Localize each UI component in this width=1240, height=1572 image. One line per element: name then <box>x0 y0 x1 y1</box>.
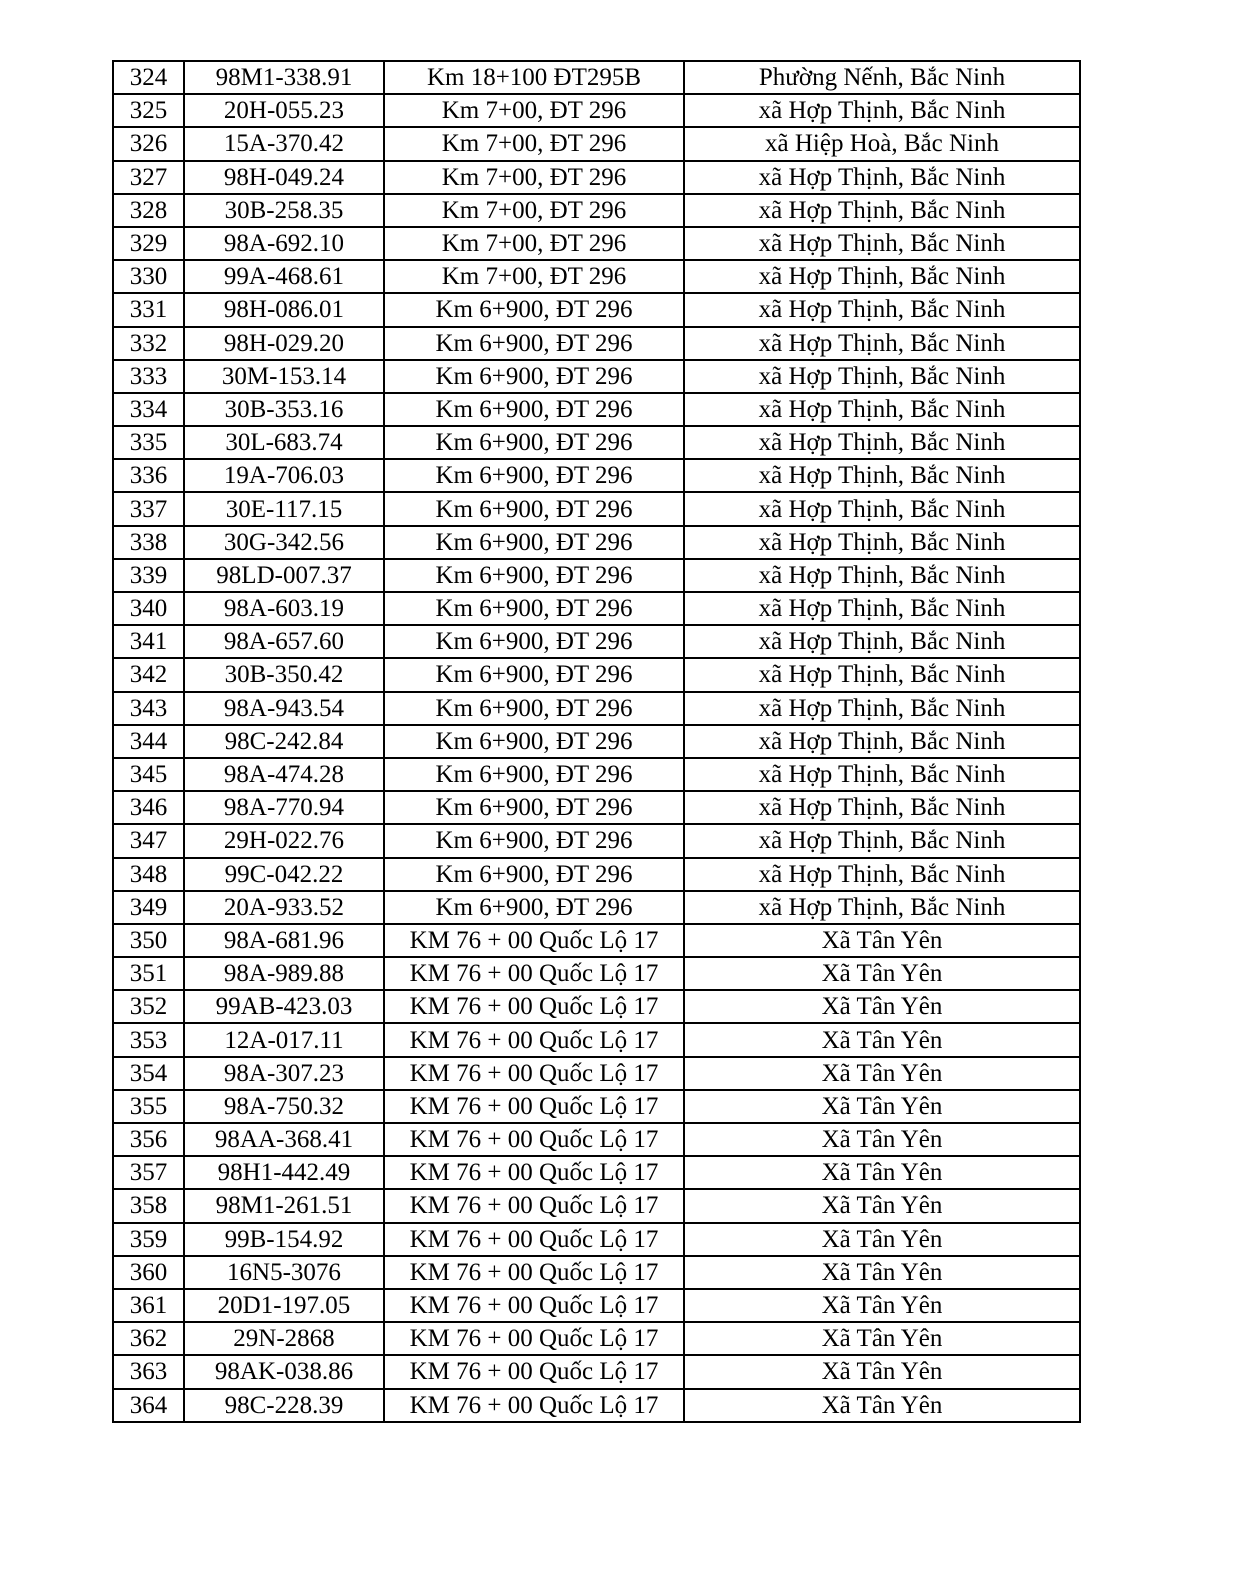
license-plate-cell: 99A-468.61 <box>184 260 384 293</box>
row-number-cell: 349 <box>113 891 184 924</box>
ward-cell: xã Hợp Thịnh, Bắc Ninh <box>684 293 1080 326</box>
ward-cell: Xã Tân Yên <box>684 1322 1080 1355</box>
row-number-cell: 324 <box>113 61 184 94</box>
ward-cell: xã Hợp Thịnh, Bắc Ninh <box>684 94 1080 127</box>
violation-location-cell: Km 18+100 ĐT295B <box>384 61 684 94</box>
row-number-cell: 335 <box>113 426 184 459</box>
license-plate-cell: 15A-370.42 <box>184 127 384 160</box>
row-number-cell: 355 <box>113 1090 184 1123</box>
license-plate-cell: 30B-350.42 <box>184 658 384 691</box>
table-row <box>113 891 1080 924</box>
table-row <box>113 957 1080 990</box>
violation-location-cell: KM 76 + 00 Quốc Lộ 17 <box>384 1057 684 1090</box>
row-number-cell: 336 <box>113 459 184 492</box>
license-plate-cell: 98C-228.39 <box>184 1389 384 1422</box>
violation-location-cell: KM 76 + 00 Quốc Lộ 17 <box>384 1256 684 1289</box>
violation-location-cell: Km 6+900, ĐT 296 <box>384 526 684 559</box>
license-plate-cell: 30B-353.16 <box>184 393 384 426</box>
violation-location-cell: Km 6+900, ĐT 296 <box>384 327 684 360</box>
violation-location-cell: Km 6+900, ĐT 296 <box>384 692 684 725</box>
row-number-cell: 344 <box>113 725 184 758</box>
violation-location-cell: Km 6+900, ĐT 296 <box>384 824 684 857</box>
license-plate-cell: 30L-683.74 <box>184 426 384 459</box>
violation-location-cell: Km 6+900, ĐT 296 <box>384 891 684 924</box>
row-number-cell: 347 <box>113 824 184 857</box>
row-number-cell: 334 <box>113 393 184 426</box>
license-plate-cell: 98A-989.88 <box>184 957 384 990</box>
license-plate-cell: 99C-042.22 <box>184 858 384 891</box>
table-row <box>113 692 1080 725</box>
table-row <box>113 725 1080 758</box>
ward-cell: Xã Tân Yên <box>684 1123 1080 1156</box>
license-plate-cell: 98H-086.01 <box>184 293 384 326</box>
violation-location-cell: KM 76 + 00 Quốc Lộ 17 <box>384 1223 684 1256</box>
license-plate-cell: 98A-681.96 <box>184 924 384 957</box>
row-number-cell: 356 <box>113 1123 184 1156</box>
table-row <box>113 592 1080 625</box>
row-number-cell: 332 <box>113 327 184 360</box>
ward-cell: Xã Tân Yên <box>684 1057 1080 1090</box>
license-plate-cell: 19A-706.03 <box>184 459 384 492</box>
table-row <box>113 1355 1080 1388</box>
row-number-cell: 339 <box>113 559 184 592</box>
table-row <box>113 1322 1080 1355</box>
table-row <box>113 360 1080 393</box>
license-plate-cell: 98C-242.84 <box>184 725 384 758</box>
ward-cell: Xã Tân Yên <box>684 990 1080 1023</box>
violation-location-cell: Km 6+900, ĐT 296 <box>384 293 684 326</box>
license-plate-cell: 20A-933.52 <box>184 891 384 924</box>
license-plate-cell: 98M1-261.51 <box>184 1189 384 1222</box>
ward-cell: xã Hợp Thịnh, Bắc Ninh <box>684 824 1080 857</box>
row-number-cell: 325 <box>113 94 184 127</box>
violation-location-cell: Km 6+900, ĐT 296 <box>384 592 684 625</box>
violation-location-cell: Km 7+00, ĐT 296 <box>384 227 684 260</box>
ward-cell: xã Hợp Thịnh, Bắc Ninh <box>684 459 1080 492</box>
license-plate-cell: 98A-307.23 <box>184 1057 384 1090</box>
violation-location-cell: KM 76 + 00 Quốc Lộ 17 <box>384 924 684 957</box>
violation-location-cell: KM 76 + 00 Quốc Lộ 17 <box>384 1123 684 1156</box>
row-number-cell: 333 <box>113 360 184 393</box>
license-plate-cell: 29H-022.76 <box>184 824 384 857</box>
ward-cell: Xã Tân Yên <box>684 924 1080 957</box>
table-row <box>113 260 1080 293</box>
row-number-cell: 346 <box>113 791 184 824</box>
ward-cell: xã Hiệp Hoà, Bắc Ninh <box>684 127 1080 160</box>
table-row <box>113 858 1080 891</box>
violation-location-cell: Km 6+900, ĐT 296 <box>384 426 684 459</box>
license-plate-cell: 98LD-007.37 <box>184 559 384 592</box>
violation-location-cell: Km 6+900, ĐT 296 <box>384 791 684 824</box>
table-row <box>113 559 1080 592</box>
violation-location-cell: Km 6+900, ĐT 296 <box>384 658 684 691</box>
row-number-cell: 351 <box>113 957 184 990</box>
row-number-cell: 348 <box>113 858 184 891</box>
ward-cell: Xã Tân Yên <box>684 1223 1080 1256</box>
license-plate-cell: 29N-2868 <box>184 1322 384 1355</box>
row-number-cell: 337 <box>113 492 184 525</box>
license-plate-cell: 30G-342.56 <box>184 526 384 559</box>
violation-location-cell: Km 6+900, ĐT 296 <box>384 459 684 492</box>
violation-location-cell: Km 7+00, ĐT 296 <box>384 161 684 194</box>
row-number-cell: 359 <box>113 1223 184 1256</box>
license-plate-cell: 98A-657.60 <box>184 625 384 658</box>
table-row <box>113 791 1080 824</box>
ward-cell: xã Hợp Thịnh, Bắc Ninh <box>684 492 1080 525</box>
table-row <box>113 1189 1080 1222</box>
violation-location-cell: KM 76 + 00 Quốc Lộ 17 <box>384 990 684 1023</box>
violation-table <box>112 60 1081 1423</box>
table-row <box>113 327 1080 360</box>
violation-location-cell: KM 76 + 00 Quốc Lộ 17 <box>384 957 684 990</box>
table-row <box>113 227 1080 260</box>
ward-cell: xã Hợp Thịnh, Bắc Ninh <box>684 526 1080 559</box>
row-number-cell: 354 <box>113 1057 184 1090</box>
license-plate-cell: 30B-258.35 <box>184 194 384 227</box>
violation-location-cell: Km 7+00, ĐT 296 <box>384 260 684 293</box>
ward-cell: xã Hợp Thịnh, Bắc Ninh <box>684 758 1080 791</box>
ward-cell: xã Hợp Thịnh, Bắc Ninh <box>684 161 1080 194</box>
table-row <box>113 990 1080 1023</box>
license-plate-cell: 98AK-038.86 <box>184 1355 384 1388</box>
row-number-cell: 364 <box>113 1389 184 1422</box>
violation-location-cell: Km 6+900, ĐT 296 <box>384 858 684 891</box>
ward-cell: Xã Tân Yên <box>684 957 1080 990</box>
license-plate-cell: 98H-049.24 <box>184 161 384 194</box>
table-row <box>113 1023 1080 1056</box>
table-row <box>113 1090 1080 1123</box>
violation-location-cell: KM 76 + 00 Quốc Lộ 17 <box>384 1156 684 1189</box>
license-plate-cell: 98A-692.10 <box>184 227 384 260</box>
license-plate-cell: 30M-153.14 <box>184 360 384 393</box>
table-row <box>113 824 1080 857</box>
license-plate-cell: 98M1-338.91 <box>184 61 384 94</box>
table-row <box>113 161 1080 194</box>
violation-location-cell: KM 76 + 00 Quốc Lộ 17 <box>384 1289 684 1322</box>
violation-location-cell: Km 6+900, ĐT 296 <box>384 492 684 525</box>
table-row <box>113 1256 1080 1289</box>
table-row <box>113 492 1080 525</box>
ward-cell: xã Hợp Thịnh, Bắc Ninh <box>684 327 1080 360</box>
violation-location-cell: KM 76 + 00 Quốc Lộ 17 <box>384 1189 684 1222</box>
ward-cell: xã Hợp Thịnh, Bắc Ninh <box>684 625 1080 658</box>
license-plate-cell: 99AB-423.03 <box>184 990 384 1023</box>
ward-cell: xã Hợp Thịnh, Bắc Ninh <box>684 194 1080 227</box>
ward-cell: Xã Tân Yên <box>684 1023 1080 1056</box>
row-number-cell: 341 <box>113 625 184 658</box>
table-row <box>113 393 1080 426</box>
table-row <box>113 658 1080 691</box>
row-number-cell: 362 <box>113 1322 184 1355</box>
row-number-cell: 350 <box>113 924 184 957</box>
license-plate-cell: 99B-154.92 <box>184 1223 384 1256</box>
license-plate-cell: 16N5-3076 <box>184 1256 384 1289</box>
violation-location-cell: Km 6+900, ĐT 296 <box>384 360 684 393</box>
license-plate-cell: 98A-943.54 <box>184 692 384 725</box>
row-number-cell: 361 <box>113 1289 184 1322</box>
ward-cell: xã Hợp Thịnh, Bắc Ninh <box>684 891 1080 924</box>
ward-cell: xã Hợp Thịnh, Bắc Ninh <box>684 692 1080 725</box>
ward-cell: Xã Tân Yên <box>684 1156 1080 1189</box>
ward-cell: Xã Tân Yên <box>684 1289 1080 1322</box>
row-number-cell: 363 <box>113 1355 184 1388</box>
table-row <box>113 94 1080 127</box>
table-body <box>113 61 1080 1422</box>
violation-location-cell: KM 76 + 00 Quốc Lộ 17 <box>384 1322 684 1355</box>
ward-cell: xã Hợp Thịnh, Bắc Ninh <box>684 260 1080 293</box>
row-number-cell: 329 <box>113 227 184 260</box>
row-number-cell: 342 <box>113 658 184 691</box>
ward-cell: Xã Tân Yên <box>684 1256 1080 1289</box>
license-plate-cell: 98A-474.28 <box>184 758 384 791</box>
row-number-cell: 338 <box>113 526 184 559</box>
license-plate-cell: 98H1-442.49 <box>184 1156 384 1189</box>
violation-location-cell: Km 6+900, ĐT 296 <box>384 625 684 658</box>
violation-location-cell: KM 76 + 00 Quốc Lộ 17 <box>384 1090 684 1123</box>
license-plate-cell: 12A-017.11 <box>184 1023 384 1056</box>
ward-cell: Xã Tân Yên <box>684 1090 1080 1123</box>
license-plate-cell: 98AA-368.41 <box>184 1123 384 1156</box>
ward-cell: xã Hợp Thịnh, Bắc Ninh <box>684 592 1080 625</box>
license-plate-cell: 98H-029.20 <box>184 327 384 360</box>
ward-cell: Phường Nếnh, Bắc Ninh <box>684 61 1080 94</box>
row-number-cell: 360 <box>113 1256 184 1289</box>
license-plate-cell: 20D1-197.05 <box>184 1289 384 1322</box>
row-number-cell: 353 <box>113 1023 184 1056</box>
license-plate-cell: 98A-603.19 <box>184 592 384 625</box>
violation-location-cell: Km 7+00, ĐT 296 <box>384 127 684 160</box>
ward-cell: xã Hợp Thịnh, Bắc Ninh <box>684 858 1080 891</box>
violation-location-cell: KM 76 + 00 Quốc Lộ 17 <box>384 1389 684 1422</box>
ward-cell: xã Hợp Thịnh, Bắc Ninh <box>684 393 1080 426</box>
violation-location-cell: Km 6+900, ĐT 296 <box>384 393 684 426</box>
license-plate-cell: 98A-750.32 <box>184 1090 384 1123</box>
row-number-cell: 327 <box>113 161 184 194</box>
ward-cell: xã Hợp Thịnh, Bắc Ninh <box>684 426 1080 459</box>
row-number-cell: 331 <box>113 293 184 326</box>
ward-cell: xã Hợp Thịnh, Bắc Ninh <box>684 559 1080 592</box>
violation-location-cell: KM 76 + 00 Quốc Lộ 17 <box>384 1355 684 1388</box>
ward-cell: xã Hợp Thịnh, Bắc Ninh <box>684 360 1080 393</box>
table-row <box>113 1389 1080 1422</box>
ward-cell: xã Hợp Thịnh, Bắc Ninh <box>684 791 1080 824</box>
table-row <box>113 1289 1080 1322</box>
table-row <box>113 293 1080 326</box>
row-number-cell: 352 <box>113 990 184 1023</box>
license-plate-cell: 20H-055.23 <box>184 94 384 127</box>
row-number-cell: 345 <box>113 758 184 791</box>
table-row <box>113 526 1080 559</box>
row-number-cell: 358 <box>113 1189 184 1222</box>
ward-cell: Xã Tân Yên <box>684 1389 1080 1422</box>
ward-cell: xã Hợp Thịnh, Bắc Ninh <box>684 725 1080 758</box>
table-row <box>113 459 1080 492</box>
violation-location-cell: Km 7+00, ĐT 296 <box>384 94 684 127</box>
violation-location-cell: Km 7+00, ĐT 296 <box>384 194 684 227</box>
table-row <box>113 1223 1080 1256</box>
table-row <box>113 625 1080 658</box>
row-number-cell: 326 <box>113 127 184 160</box>
table-row <box>113 758 1080 791</box>
ward-cell: Xã Tân Yên <box>684 1189 1080 1222</box>
ward-cell: Xã Tân Yên <box>684 1355 1080 1388</box>
table-row <box>113 127 1080 160</box>
table-row <box>113 924 1080 957</box>
license-plate-cell: 98A-770.94 <box>184 791 384 824</box>
table-row <box>113 426 1080 459</box>
violation-location-cell: Km 6+900, ĐT 296 <box>384 758 684 791</box>
table-row <box>113 1057 1080 1090</box>
table-row <box>113 1156 1080 1189</box>
row-number-cell: 330 <box>113 260 184 293</box>
row-number-cell: 343 <box>113 692 184 725</box>
ward-cell: xã Hợp Thịnh, Bắc Ninh <box>684 227 1080 260</box>
table-row <box>113 1123 1080 1156</box>
row-number-cell: 340 <box>113 592 184 625</box>
row-number-cell: 357 <box>113 1156 184 1189</box>
violation-location-cell: Km 6+900, ĐT 296 <box>384 559 684 592</box>
violation-location-cell: Km 6+900, ĐT 296 <box>384 725 684 758</box>
ward-cell: xã Hợp Thịnh, Bắc Ninh <box>684 658 1080 691</box>
table-row <box>113 194 1080 227</box>
table-row <box>113 61 1080 94</box>
violation-location-cell: KM 76 + 00 Quốc Lộ 17 <box>384 1023 684 1056</box>
row-number-cell: 328 <box>113 194 184 227</box>
license-plate-cell: 30E-117.15 <box>184 492 384 525</box>
